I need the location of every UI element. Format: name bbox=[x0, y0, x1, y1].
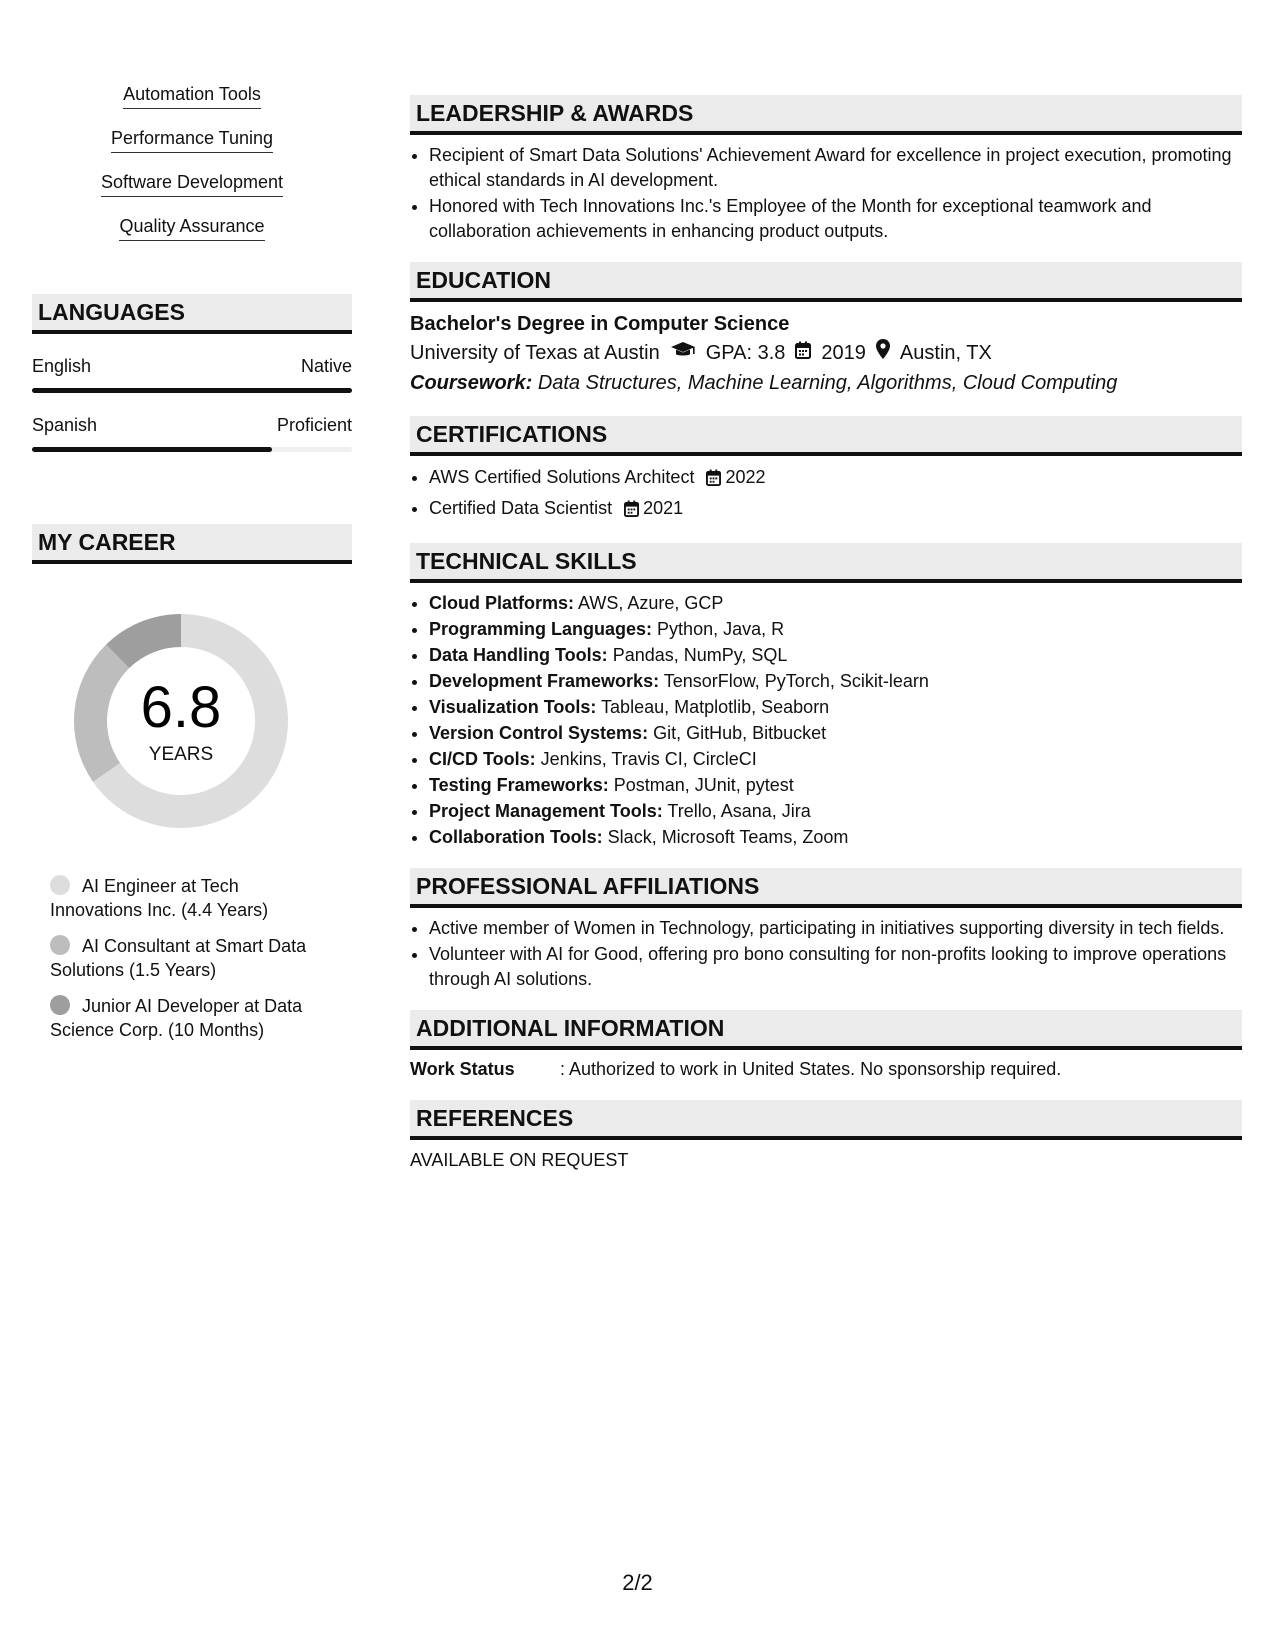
list-item bbox=[429, 464, 1242, 494]
coursework bbox=[410, 368, 1242, 398]
list-item: • Volunteer with AI for Good, offering pro bono consulting for non-profits looking to improve operations through AI solutions. bbox=[429, 942, 1242, 992]
list-item bbox=[429, 825, 1242, 850]
skill-values: Trello, Asana, Jira bbox=[667, 801, 811, 821]
coursework-list: Data Structures, Machine Learning, Algorithms, Cloud Computing bbox=[537, 372, 1118, 394]
list-item: • Recipient of Smart Data Solutions' Achievement Award for excellence in project execution, promoting ethical standards in AI development. bbox=[429, 143, 1242, 193]
additional-info-heading: ADDITIONAL INFORMATION bbox=[410, 1010, 1242, 1050]
education-details bbox=[410, 338, 1242, 368]
list-item bbox=[429, 669, 1242, 694]
language-name: English bbox=[32, 356, 92, 376]
list-item bbox=[429, 695, 1242, 720]
affiliations-section bbox=[410, 868, 1242, 992]
skill-tag: Performance Tuning bbox=[111, 126, 273, 153]
education-section bbox=[410, 262, 1242, 398]
skill-values: Postman, JUnit, pytest bbox=[613, 775, 794, 795]
leadership-section bbox=[410, 95, 1242, 244]
references-section bbox=[410, 1100, 1242, 1171]
skill-tag: Software Development bbox=[101, 170, 283, 197]
education-heading: EDUCATION bbox=[410, 262, 1242, 302]
affiliations-heading: PROFESSIONAL AFFILIATIONS bbox=[410, 868, 1242, 908]
language-bar-fill bbox=[32, 447, 272, 452]
skill-tag: Automation Tools bbox=[123, 82, 261, 109]
gpa: GPA: 3.8 bbox=[705, 342, 786, 364]
list-item bbox=[429, 495, 1242, 525]
career-legend-item bbox=[50, 934, 330, 982]
language-level: Native bbox=[300, 356, 352, 376]
certification-year: 2022 bbox=[725, 467, 766, 487]
career-total-unit: YEARS bbox=[148, 744, 214, 765]
work-status-value: : Authorized to work in United States. No sponsorship required. bbox=[560, 1059, 1062, 1079]
location-pin-icon bbox=[876, 338, 890, 368]
skill-values: Git, GitHub, Bitbucket bbox=[653, 723, 827, 743]
calendar-icon bbox=[624, 498, 639, 525]
certifications-heading: CERTIFICATIONS bbox=[410, 416, 1242, 456]
skill-category: Data Handling Tools: bbox=[429, 645, 608, 665]
certification-name: Certified Data Scientist bbox=[429, 498, 613, 518]
graduation-cap-icon bbox=[670, 338, 696, 368]
career-legend-label: AI Consultant at Smart Data Solutions (1.5 Years) bbox=[50, 936, 307, 980]
skill-values: Python, Java, R bbox=[657, 619, 785, 639]
language-item bbox=[32, 415, 352, 452]
skill-tags bbox=[32, 82, 352, 258]
list-item bbox=[429, 773, 1242, 798]
legend-dot-icon bbox=[50, 875, 70, 895]
work-status-label: Work Status bbox=[410, 1059, 515, 1079]
left-column bbox=[32, 82, 352, 1054]
language-item bbox=[32, 356, 352, 393]
technical-skills-heading: TECHNICAL SKILLS bbox=[410, 543, 1242, 583]
skill-category: Project Management Tools: bbox=[429, 801, 663, 821]
list-item bbox=[429, 643, 1242, 668]
language-level: Proficient bbox=[276, 415, 352, 435]
certifications-section bbox=[410, 416, 1242, 525]
career-legend-item bbox=[50, 994, 330, 1042]
list-item bbox=[429, 591, 1242, 616]
skill-category: Development Frameworks: bbox=[429, 671, 660, 691]
coursework-label: Coursework: bbox=[410, 372, 533, 394]
career-legend bbox=[50, 874, 330, 1042]
language-bar bbox=[32, 447, 352, 452]
degree-title: Bachelor's Degree in Computer Science bbox=[410, 313, 790, 335]
school-location: Austin, TX bbox=[899, 342, 992, 364]
leadership-heading: LEADERSHIP & AWARDS bbox=[410, 95, 1242, 135]
technical-skills-section bbox=[410, 543, 1242, 850]
list-item: • Honored with Tech Innovations Inc.'s Employee of the Month for exceptional teamwork and collaboration achievements in enhancing product outputs. bbox=[429, 194, 1242, 244]
skill-values: TensorFlow, PyTorch, Scikit-learn bbox=[663, 671, 929, 691]
school-name: University of Texas at Austin bbox=[410, 342, 660, 364]
list-item: • Active member of Women in Technology, participating in initiatives supporting diversity in tech fields. bbox=[429, 916, 1242, 941]
languages-heading: LANGUAGES bbox=[32, 294, 352, 334]
language-bar-fill bbox=[32, 388, 352, 393]
skill-category: Testing Frameworks: bbox=[429, 775, 609, 795]
skill-category: Version Control Systems: bbox=[429, 723, 649, 743]
graduation-year: 2019 bbox=[821, 342, 866, 364]
certification-year: 2021 bbox=[643, 498, 684, 518]
right-column bbox=[410, 95, 1242, 1189]
language-bar bbox=[32, 388, 352, 393]
calendar-icon bbox=[795, 338, 811, 368]
skill-category: Programming Languages: bbox=[429, 619, 653, 639]
work-status-row bbox=[410, 1056, 1242, 1082]
career-legend-label: AI Engineer at Tech Innovations Inc. (4.4 Years) bbox=[50, 876, 269, 920]
skill-values: AWS, Azure, GCP bbox=[578, 593, 724, 613]
career-legend-item bbox=[50, 874, 330, 922]
list-item bbox=[429, 617, 1242, 642]
career-donut-chart bbox=[66, 606, 296, 836]
career-legend-label: Junior AI Developer at Data Science Corp. (10 Months) bbox=[50, 996, 303, 1040]
list-item bbox=[429, 799, 1242, 824]
calendar-icon bbox=[706, 467, 721, 494]
list-item bbox=[429, 721, 1242, 746]
skill-values: Tableau, Matplotlib, Seaborn bbox=[601, 697, 830, 717]
career-heading: MY CAREER bbox=[32, 524, 352, 564]
language-name: Spanish bbox=[32, 415, 98, 435]
skill-category: Visualization Tools: bbox=[429, 697, 597, 717]
skill-values: Pandas, NumPy, SQL bbox=[612, 645, 788, 665]
legend-dot-icon bbox=[50, 935, 70, 955]
list-item bbox=[429, 747, 1242, 772]
certification-name: AWS Certified Solutions Architect bbox=[429, 467, 695, 487]
skill-tag: Quality Assurance bbox=[119, 214, 264, 241]
skill-category: Cloud Platforms: bbox=[429, 593, 575, 613]
skill-category: Collaboration Tools: bbox=[429, 827, 603, 847]
references-text: AVAILABLE ON REQUEST bbox=[410, 1150, 629, 1170]
additional-info-section bbox=[410, 1010, 1242, 1082]
skill-values: Slack, Microsoft Teams, Zoom bbox=[607, 827, 849, 847]
career-total-value: 6.8 bbox=[140, 675, 222, 740]
skill-values: Jenkins, Travis CI, CircleCI bbox=[540, 749, 757, 769]
references-heading: REFERENCES bbox=[410, 1100, 1242, 1140]
page-number: 2/2 bbox=[622, 1570, 653, 1595]
skill-category: CI/CD Tools: bbox=[429, 749, 536, 769]
language-list bbox=[32, 356, 352, 452]
legend-dot-icon bbox=[50, 995, 70, 1015]
